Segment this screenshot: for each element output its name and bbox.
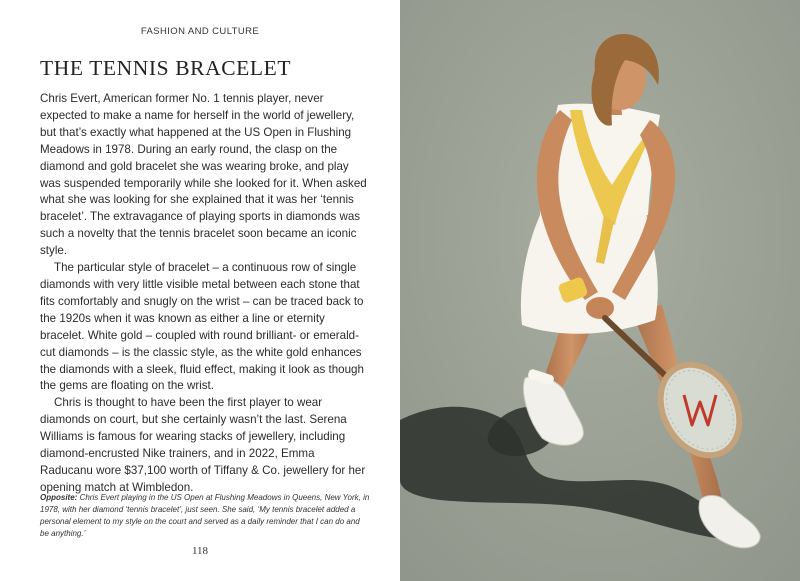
photo-caption bbox=[40, 492, 370, 540]
caption-text: Chris Evert playing in the US Open at Flushing Meadows in Queens, New York, in 1978, with her diamond ‘tennis bracelet’, just seen. She said, ‘My tennis bracelet added a personal element to my style on the court and served as a daily reminder that I can do and be anything.’ bbox=[40, 493, 370, 538]
hands bbox=[586, 297, 614, 319]
caption-label: Opposite: bbox=[40, 493, 78, 502]
body-text bbox=[40, 91, 368, 497]
paragraph-2: The particular style of bracelet – a continuous row of single diamonds with very little visible metal between each stone that fits comfortably and snugly on the wrist – can be traced back to the 1920s when it was known as either a line or eternity bracelet. White gold – coupled with round brilliant- or emerald-cut diamonds – is the classic style, as the white gold enhances the diamonds with a sleek, fluid effect, making it look as though the gems are floating on the wrist. bbox=[40, 261, 364, 393]
photo-illustration bbox=[400, 0, 800, 581]
page-title: THE TENNIS BRACELET bbox=[40, 56, 292, 80]
page-number: 118 bbox=[191, 545, 209, 557]
paragraph-3: Chris is thought to have been the first player to wear diamonds on court, but she certainly wasn’t the last. Serena Williams is famous for wearing stacks of jewellery, including diamond-encrusted Nike trainers, and in 2022, Emma Raducanu wore $37,100 worth of Tiffany & Co. jewellery for her opening match at Wimbledon. bbox=[40, 396, 366, 494]
paragraph-1: Chris Evert, American former No. 1 tennis player, never expected to make a name for herself in the world of jewellery, but that’s exactly what happened at the US Open in Flushing Meadows in 1978. During an early round, the clasp on the diamond and gold bracelet she was wearing broke, and play was suspended temporarily while she looked for it. When asked what she was looking for she explained that it was her ‘tennis bracelet’. The extravagance of playing sports in diamonds was such a novelty that the tennis bracelet soon became an iconic style. bbox=[40, 92, 367, 258]
tennis-player-photo bbox=[400, 0, 800, 581]
running-head: FASHION AND CULTURE bbox=[140, 26, 260, 37]
